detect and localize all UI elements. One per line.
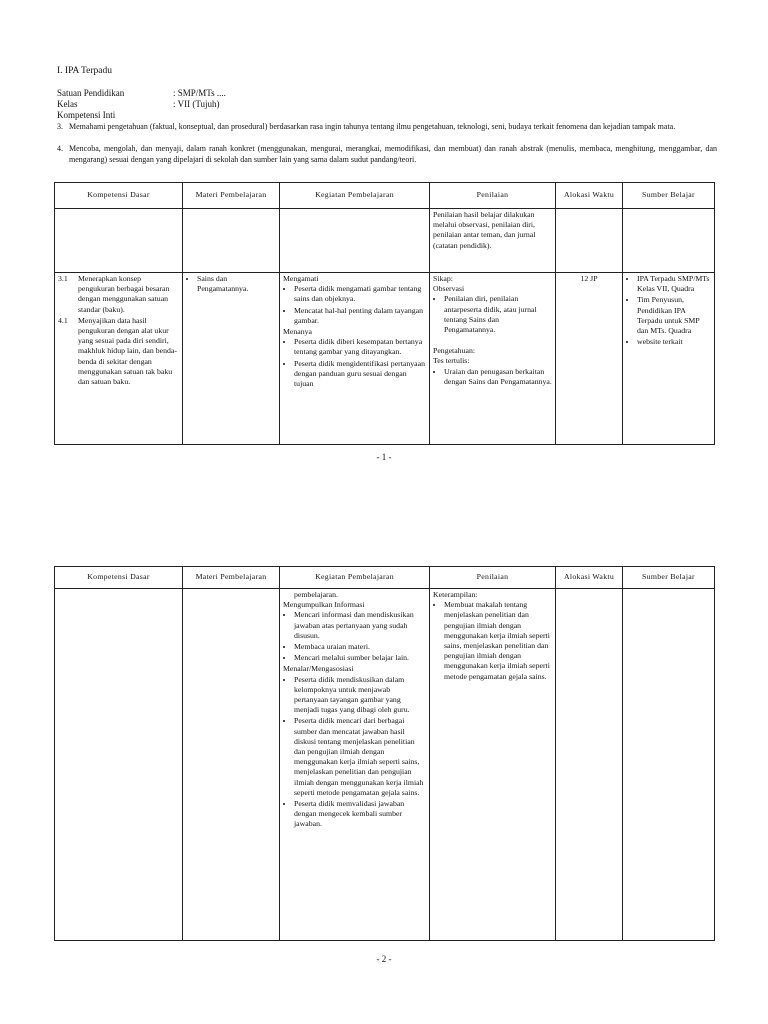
cell-penilaian [430, 273, 556, 445]
ki-heading: Kompetensi Inti [57, 110, 116, 120]
kegiatan-item: • Peserta didik mengamati gambar tentang sains dan objeknya. [294, 284, 426, 304]
cell-penilaian-intro: Penilaian hasil belajar dilakukan melalui observasi, penilaian diri, penilaian antar teman, dan jurnal (catatan pendidik). [430, 209, 556, 273]
kegiatan-item: • Peserta didik mendiskusikan dalam kelompoknya untuk menjawab pertanyaan tayangan gambar yang menjadi tugas yang dibagi oleh guru. [294, 675, 426, 716]
kelas-value: : VII (Tujuh) [173, 99, 220, 109]
satuan-label: Satuan Pendidikan [57, 88, 125, 98]
ki-num: 3. [57, 122, 63, 131]
cell-alokasi: 12 JP [556, 273, 623, 445]
header-penilaian: Penilaian [430, 567, 556, 589]
satuan-value: : SMP/MTs .... [173, 88, 226, 98]
header-kompetensi-dasar: Kompetensi Dasar [55, 567, 183, 589]
kegiatan-item: • Peserta didik mengidentifikasi pertanyaan dengan panduan guru sesuai dengan tujuan [294, 359, 426, 390]
page-2 [0, 548, 768, 1024]
header-kompetensi-dasar: Kompetensi Dasar [55, 183, 183, 209]
mengumpulkan-label: Mengumpulkan Informasi [283, 600, 365, 610]
mengamati-label: Mengamati [283, 274, 319, 283]
page-1 [0, 0, 768, 500]
cell-empty [623, 589, 715, 941]
header-materi: Materi Pembelajaran [183, 567, 280, 589]
header-alokasi: Alokasi Waktu [556, 567, 623, 589]
ki-text: Memahami pengetahuan (faktual, konseptual, dan prosedural) berdasarkan rasa ingin tahunya tentang ilmu pengetahuan, teknologi, seni, budaya terkait fenomena dan kejadian tampak mata. [69, 122, 676, 131]
menanya-label: Menanya [283, 327, 313, 337]
ki-num: 4. [57, 144, 63, 153]
kegiatan-item: • Peserta didik diberi kesempatan bertanya tentang gambar yang ditayangkan. [294, 337, 426, 357]
cell-empty [55, 209, 183, 273]
header-sumber: Sumber Belajar [623, 567, 715, 589]
cell-empty [556, 209, 623, 273]
cell-empty [623, 209, 715, 273]
kegiatan-item: • Mencatat hal-hal penting dalam tayangan gambar. [294, 306, 426, 326]
page-number: - 1 - [376, 452, 392, 462]
rpp-table-1 [54, 182, 715, 445]
header-sumber: Sumber Belajar [623, 183, 715, 209]
ki-item-3 [57, 122, 717, 133]
header-kegiatan: Kegiatan Pembelajaran [280, 567, 430, 589]
kegiatan-item: • Membaca uraian materi. [294, 642, 426, 652]
kegiatan-item: • Mencari melalui sumber belajar lain. [294, 653, 426, 663]
rpp-table-2 [54, 566, 715, 941]
pengetahuan-label: Pengetahuan: [433, 346, 476, 356]
menalar-label: Menalar/Mengasosiasi [283, 664, 354, 674]
kd-text: Menyajikan data hasil pengukuran dengan alat ukur yang sesuai pada diri sendiri, makhluk hidup lain, dan benda-benda di sekitar dengan menggunakan satuan tak baku dan satuan baku. [78, 315, 177, 387]
header-kegiatan: Kegiatan Pembelajaran [280, 183, 430, 209]
kelas-line [57, 99, 220, 110]
kegiatan-item: • Peserta didik memvalidasi jawaban dengan mengecek kembali sumber jawaban. [294, 799, 426, 830]
satuan-pendidikan-line [57, 88, 226, 99]
ki-text: Mencoba, mengolah, dan menyaji, dalam ranah konkret (menggunakan, mengurai, merangkai, memodifikasi, dan membuat) dan ranah abstrak (menulis, membaca, menghitung, menggambar, dan mengarang) sesuai dengan yang dipelajari di sekolah dan sumber lain yang sama dalam sudut pandang/teori. [69, 144, 717, 164]
cell-sumber [623, 273, 715, 445]
keterampilan-label: Keterampilan: [433, 590, 478, 599]
kd-text: Menerapkan konsep pengukuran berbagai besaran dengan menggunakan satuan standar (baku). [78, 274, 170, 314]
section-title: I. IPA Terpadu [57, 66, 113, 76]
kegiatan-continued: pembelajaran. [294, 590, 338, 599]
cell-empty [280, 209, 430, 273]
cell-empty [183, 589, 280, 941]
kd-num: 4.1 [58, 315, 68, 325]
cell-materi [183, 273, 280, 445]
cell-kegiatan [280, 589, 430, 941]
page-number: - 2 - [376, 954, 392, 964]
cell-kompetensi-dasar [55, 273, 183, 445]
header-materi: Materi Pembelajaran [183, 183, 280, 209]
penilaian-item: • Penilaian diri, penilaian antarpeserta didik, atau jurnal tentang Sains dan Pengamatannya. [444, 294, 552, 335]
kelas-label: Kelas [57, 99, 78, 109]
materi-item: • Sains dan Pengamatannya. [197, 274, 276, 294]
observasi-label: Observasi [433, 284, 465, 294]
cell-penilaian [430, 589, 556, 941]
sumber-item: • website terkait [637, 337, 711, 347]
tes-label: Tes tertulis: [433, 356, 470, 366]
penilaian-item: • Membuat makalah tentang menjelaskan penelitian dan pengujian ilmiah dengan menggunakan kerja ilmiah seperti sains, menjelaskan penelitian dan pengujian ilmiah dengan menggunakan kerja ilmiah seperti metode pengamatan gejala sains. [444, 600, 552, 682]
header-penilaian: Penilaian [430, 183, 556, 209]
sikap-label: Sikap: [433, 274, 453, 283]
cell-kegiatan [280, 273, 430, 445]
cell-empty [55, 589, 183, 941]
ki-item-4 [57, 144, 717, 165]
kd-item [58, 316, 179, 387]
kegiatan-item: • Mencari informasi dan mendiskusikan jawaban atas pertanyaan yang sudah disusun. [294, 610, 426, 641]
cell-empty [556, 589, 623, 941]
cell-empty [183, 209, 280, 273]
kd-num: 3.1 [58, 274, 68, 283]
sumber-item: • Tim Penyusun, Pendidikan IPA Terpadu untuk SMP dan MTs. Quadra [637, 295, 711, 336]
sumber-item: • IPA Terpadu SMP/MTs Kelas VII, Quadra [637, 274, 711, 294]
kegiatan-item: • Peserta didik mencari dari berbagai sumber dan mencatat jawaban hasil diskusi tentang menjelaskan penelitian dan pengujian ilmiah dengan menggunakan kerja ilmiah seperti sains, menjelaskan penelitian dan pengujian ilmiah dengan menggunakan kerja ilmiah seperti metode pengamatan gejala sains. [294, 716, 426, 798]
penilaian-item: • Uraian dan penugasan berkaitan dengan Sains dan Pengamatannya. [444, 367, 552, 387]
kd-item [58, 274, 179, 315]
header-alokasi: Alokasi Waktu [556, 183, 623, 209]
